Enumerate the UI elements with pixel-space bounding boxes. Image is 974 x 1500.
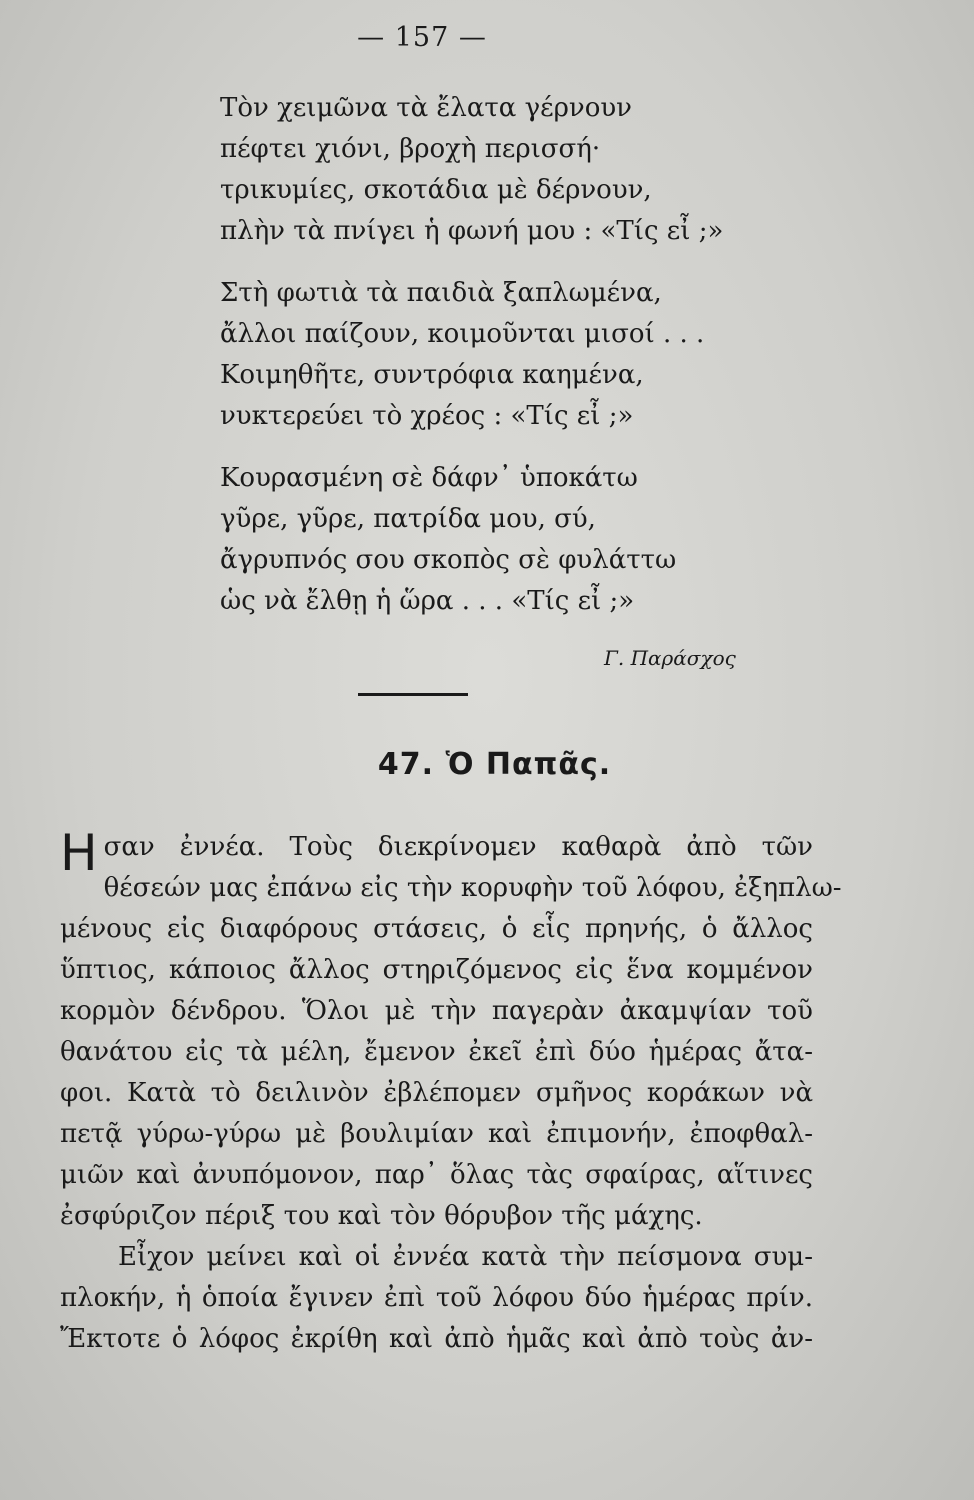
drop-cap: Η <box>60 824 98 882</box>
poem-line: ἄγρυπνός σου σκοπὸς σὲ φυλάττω <box>220 545 677 575</box>
poem-stanza <box>220 273 820 437</box>
poem-line: γῦρε, γῦρε, πατρίδα μου, σύ, <box>220 504 596 534</box>
prose-line: θέσεών μας ἐπάνω εἰς τὴν κορυφὴν τοῦ λόφου, ἐξηπλω- <box>103 873 842 903</box>
poem-line: πλὴν τὰ πνίγει ἡ φωνή μου : «Τίς εἶ ;» <box>220 216 724 246</box>
prose-line: μένους εἰς διαφόρους στάσεις, ὁ εἷς πρηνής, ὁ ἄλλος <box>60 914 813 944</box>
prose-line: Ἔκτοτε ὁ λόφος ἐκρίθη καὶ ἀπὸ ἡμᾶς καὶ ἀπὸ τοὺς ἀν- <box>60 1324 813 1354</box>
prose-line: Εἶχον μείνει καὶ οἱ ἐννέα κατὰ τὴν πείσμονα συμ- <box>118 1242 813 1272</box>
prose-body <box>60 824 842 1360</box>
poem-line: πέφτει χιόνι, βροχὴ περισσή· <box>220 134 601 164</box>
prose-line: ἐσφύριζον πέριξ του καὶ τὸν θόρυβον τῆς μάχης. <box>60 1201 703 1231</box>
poem-line: Κουρασμένη σὲ δάφν᾽ ὑποκάτω <box>220 463 638 493</box>
prose-line: ὕπτιος, κάποιος ἄλλος στηριζόμενος εἰς ἕνα κομμένον <box>60 955 813 985</box>
poem-attribution: Γ. Παράσχος <box>604 646 736 670</box>
poem-line: Τὸν χειμῶνα τὰ ἔλατα γέρνουν <box>220 93 632 123</box>
prose-line: κορμὸν δένδρου. Ὅλοι μὲ τὴν παγερὰν ἀκαμψίαν τοῦ <box>60 996 813 1026</box>
prose-line: πλοκήν, ἡ ὁποία ἔγινεν ἐπὶ τοῦ λόφου δύο ἡμέρας πρίν. <box>60 1283 813 1313</box>
poem-line: νυκτερεύει τὸ χρέος : «Τίς εἶ ;» <box>220 401 634 431</box>
poem-line: ἄλλοι παίζουν, κοιμοῦνται μισοί . . . <box>220 319 705 349</box>
prose-line: φοι. Κατὰ τὸ δειλινὸν ἐβλέπομεν σμῆνος κοράκων νὰ <box>60 1078 813 1108</box>
prose-line: μιῶν καὶ ἀνυπόμονον, παρ᾽ ὅλας τὰς σφαίρας, αἵτινες <box>60 1160 813 1190</box>
prose-line: θανάτου εἰς τὰ μέλη, ἔμενον ἐκεῖ ἐπὶ δύο ἡμέρας ἄτα- <box>60 1037 813 1067</box>
page-number: — 157 — <box>357 22 487 53</box>
chapter-title: 47. Ὁ Παπᾶς. <box>377 747 612 782</box>
poem-line: Κοιμηθῆτε, συντρόφια καημένα, <box>220 360 644 390</box>
poem-stanza <box>220 88 820 252</box>
section-divider <box>358 693 468 696</box>
poem <box>220 88 820 643</box>
prose-line: πετᾷ γύρω-γύρω μὲ βουλιμίαν καὶ ἐπιμονήν, ἐποφθαλ- <box>60 1119 813 1149</box>
poem-line: Στὴ φωτιὰ τὰ παιδιὰ ξαπλωμένα, <box>220 278 662 308</box>
prose-line: σαν ἐννέα. Τοὺς διεκρίνομεν καθαρὰ ἀπὸ τῶν <box>103 832 813 862</box>
paragraph <box>60 824 842 1237</box>
poem-stanza <box>220 458 820 622</box>
paragraph <box>60 1237 813 1360</box>
poem-line: τρικυμίες, σκοτάδια μὲ δέρνουν, <box>220 175 652 205</box>
poem-line: ὡς νὰ ἔλθῃ ἡ ὥρα . . . «Τίς εἶ ;» <box>220 586 635 616</box>
